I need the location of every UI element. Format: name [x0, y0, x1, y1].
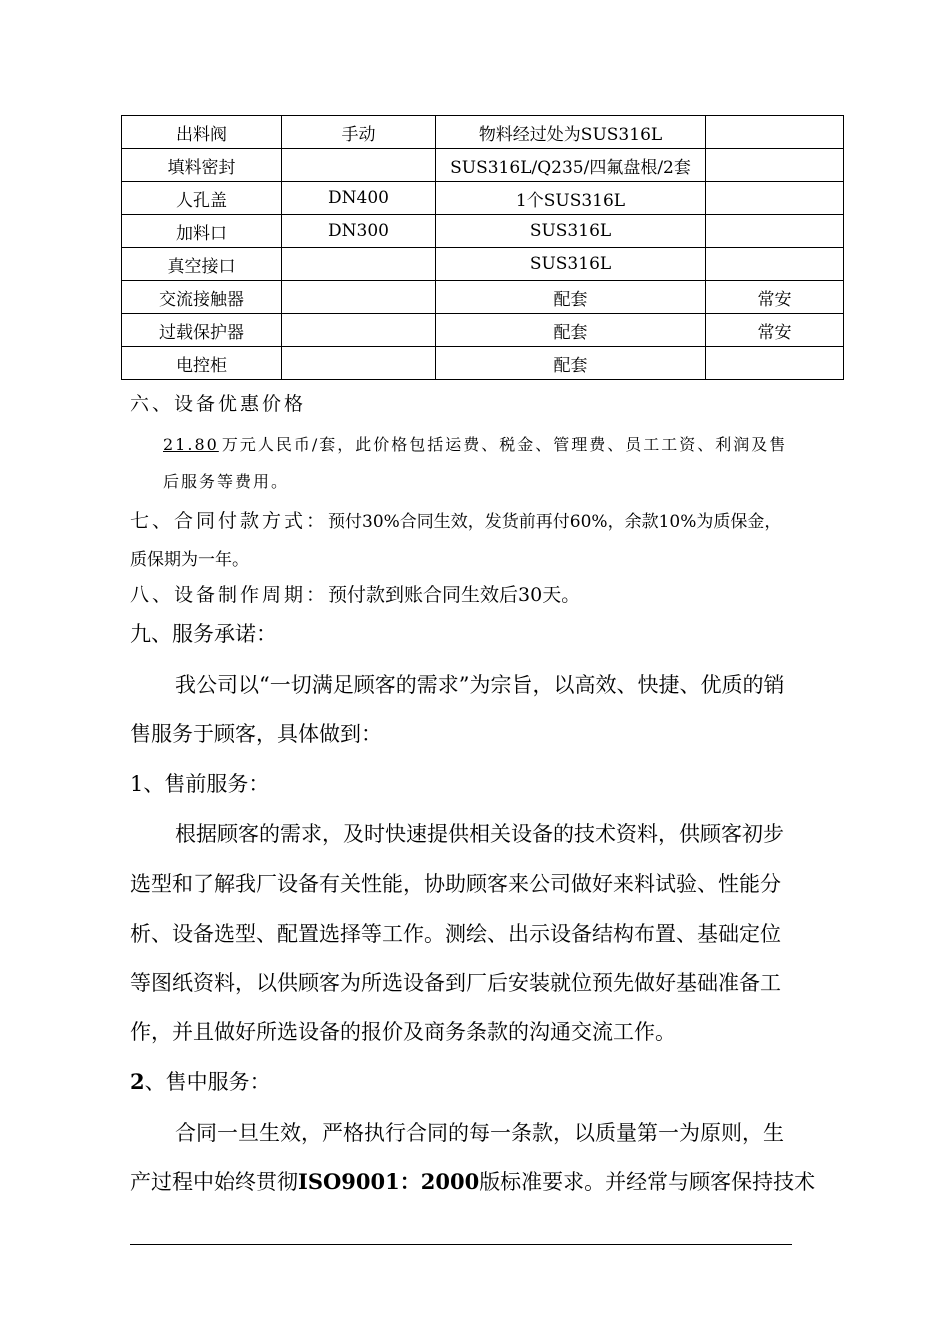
table-cell	[282, 281, 436, 314]
price-amount: 21.80	[163, 435, 219, 454]
section-7-continuation: 质保期为一年。	[130, 550, 249, 570]
iso-standard: ISO9001	[298, 1169, 400, 1194]
intro-line-1: 我公司以“一切满足顾客的需求”为宗旨，以高效、快捷、优质的销	[175, 673, 785, 697]
section-9-heading: 九、服务承诺：	[130, 622, 277, 646]
table-cell: 填料密封	[122, 149, 282, 182]
table-row	[122, 149, 844, 182]
section-6-heading: 六、设备优惠价格	[130, 393, 307, 415]
table-cell: 加料口	[122, 215, 282, 248]
iso-colon: ：	[399, 1169, 421, 1194]
table-row	[122, 347, 844, 380]
table-cell: 出料阀	[122, 116, 282, 149]
table-cell	[282, 248, 436, 281]
mid-sale-text-a: 产过程中始终贯彻	[130, 1170, 298, 1194]
section-8-line	[130, 580, 580, 607]
pre-sale-line-3: 析、设备选型、配置选择等工作。测绘、出示设备结构布置、基础定位	[130, 922, 781, 946]
pre-sale-heading: 1、售前服务：	[130, 772, 270, 796]
table-cell: 配套	[436, 347, 706, 380]
iso-year: 2000	[420, 1169, 480, 1194]
mid-sale-number: 2	[130, 1069, 145, 1094]
table-cell	[282, 149, 436, 182]
table-cell: 常安	[706, 281, 844, 314]
table-cell: 1个SUS316L	[436, 182, 706, 215]
table-cell: DN300	[282, 215, 436, 248]
mid-sale-heading-line	[130, 1066, 271, 1096]
table-row	[122, 248, 844, 281]
table-cell: SUS316L/Q235/四氟盘根/2套	[436, 149, 706, 182]
section-7-line	[130, 506, 781, 533]
price-line	[160, 432, 787, 455]
table-cell: 交流接触器	[122, 281, 282, 314]
table-row	[122, 314, 844, 347]
table-cell	[706, 182, 844, 215]
table-row	[122, 281, 844, 314]
mid-sale-heading: 、售中服务：	[144, 1070, 271, 1094]
table-cell	[706, 149, 844, 182]
table-cell: 手动	[282, 116, 436, 149]
table-cell: 过载保护器	[122, 314, 282, 347]
table-cell: SUS316L	[436, 248, 706, 281]
mid-sale-line-2	[130, 1166, 815, 1196]
table-cell: 电控柜	[122, 347, 282, 380]
table-cell: 真空接口	[122, 248, 282, 281]
table-cell: 配套	[436, 314, 706, 347]
table-cell	[282, 314, 436, 347]
table-cell	[282, 347, 436, 380]
table-row	[122, 116, 844, 149]
table-cell	[706, 248, 844, 281]
pre-sale-line-2: 选型和了解我厂设备有关性能，协助顾客来公司做好来料试验、性能分	[130, 872, 781, 896]
table-cell: 常安	[706, 314, 844, 347]
table-cell: 配套	[436, 281, 706, 314]
spec-table	[121, 115, 844, 380]
table-cell	[706, 347, 844, 380]
pre-sale-line-1: 根据顾客的需求，及时快速提供相关设备的技术资料，供顾客初步	[175, 822, 784, 846]
pre-sale-line-4: 等图纸资料，以供顾客为所选设备到厂后安装就位预先做好基础准备工	[130, 971, 781, 995]
mid-sale-text-e: 版标准要求。并经常与顾客保持技术	[479, 1170, 816, 1194]
table-cell: SUS316L	[436, 215, 706, 248]
table-row	[122, 215, 844, 248]
section-8-text: 预付款到账合同生效后30天。	[328, 584, 581, 606]
price-text: 万元人民币/套，此价格包括运费、税金、管理费、员工工资、利润及售	[221, 435, 788, 454]
mid-sale-line-1: 合同一旦生效，严格执行合同的每一条款，以质量第一为原则，生	[175, 1121, 784, 1145]
section-8-heading: 八、设备制作周期：	[130, 584, 329, 606]
section-7-text: 预付30%合同生效，发货前再付60%，余款10%为质保金，	[328, 512, 782, 532]
intro-line-2: 售服务于顾客，具体做到：	[130, 722, 382, 746]
price-continuation: 后服务等费用。	[163, 472, 290, 491]
table-cell: 人孔盖	[122, 182, 282, 215]
spec-table-body	[122, 116, 844, 380]
section-7-heading: 七、合同付款方式：	[130, 510, 329, 532]
table-cell: DN400	[282, 182, 436, 215]
table-row	[122, 182, 844, 215]
footer-rule	[130, 1244, 792, 1245]
table-cell	[706, 215, 844, 248]
table-cell: 物料经过处为SUS316L	[436, 116, 706, 149]
table-cell	[706, 116, 844, 149]
pre-sale-line-5: 作，并且做好所选设备的报价及商务条款的沟通交流工作。	[130, 1020, 676, 1044]
